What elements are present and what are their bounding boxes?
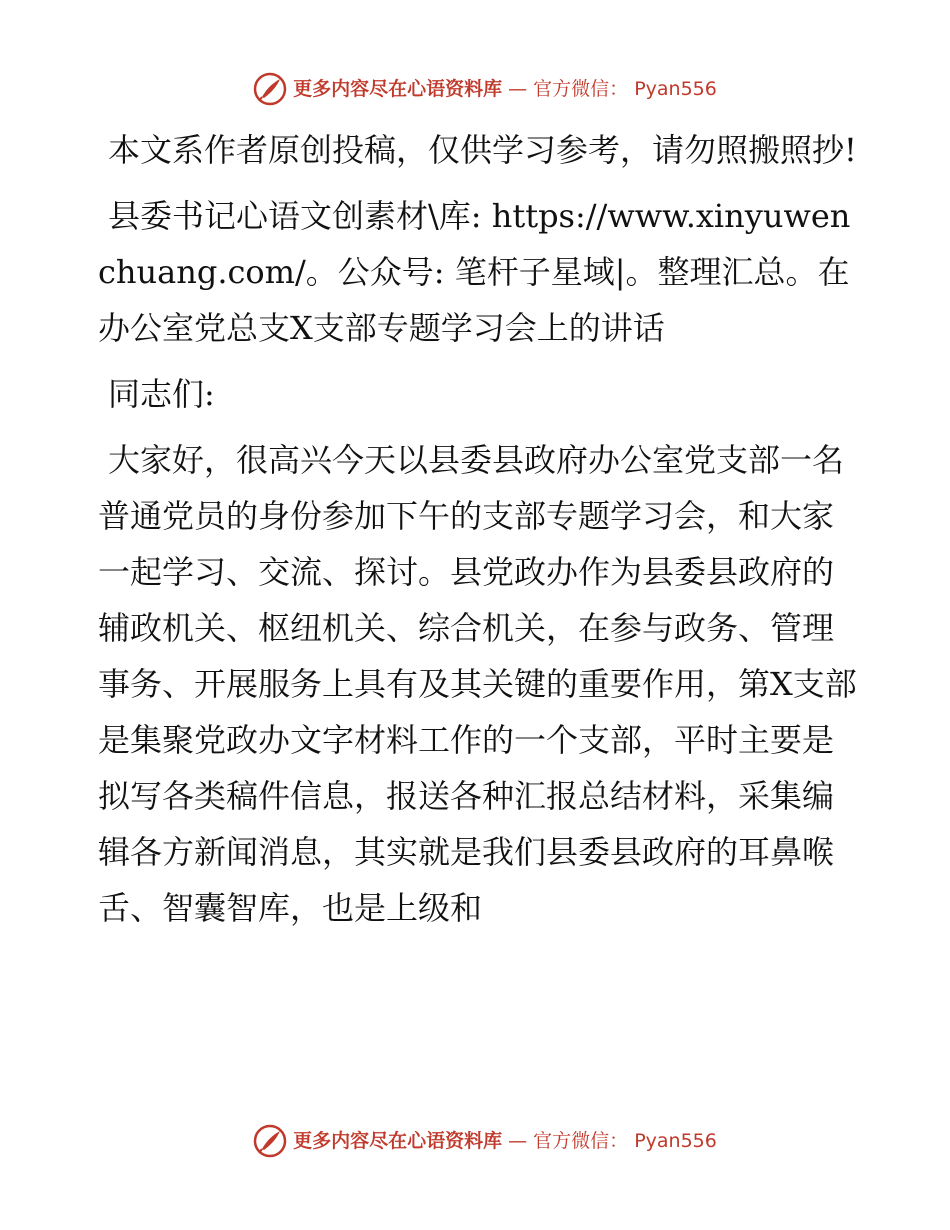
watermark-wechat-id: Pyan556	[634, 1130, 717, 1152]
document-body	[98, 122, 858, 946]
watermark-wechat-id: Pyan556	[634, 78, 717, 100]
watermark-wechat-label: 官方微信：	[533, 78, 629, 100]
quill-pen-logo-icon	[253, 1124, 287, 1158]
watermark-wechat-label: 官方微信：	[533, 1130, 629, 1152]
paragraph-body: 大家好，很高兴今天以县委县政府办公室党支部一名普通党员的身份参加下午的支部专题学习会，和大家一起学习、交流、探讨。县党政办作为县委县政府的辅政机关、枢纽机关、综合机关，在参与政务、管理事务、开展服务上具有及其关键的重要作用，第X支部是集聚党政办文字材料工作的一个支部，平时主要是拟写各类稿件信息，报送各种汇报总结材料，采集编辑各方新闻消息，其实就是我们县委县政府的耳鼻喉舌、智囊智库，也是上级和	[98, 441, 857, 927]
paragraph-disclaimer: 本文系作者原创投稿，仅供学习参考，请勿照搬照抄!	[108, 131, 857, 169]
watermark-title: 更多内容尽在心语资料库	[293, 1130, 503, 1152]
watermark-dash: —	[508, 1130, 528, 1152]
watermark-dash: —	[508, 78, 528, 100]
watermark-title: 更多内容尽在心语资料库	[293, 78, 503, 100]
paragraph-salutation: 同志们:	[108, 375, 215, 413]
header-watermark	[0, 72, 950, 106]
quill-pen-logo-icon	[253, 72, 287, 106]
paragraph-source: 县委书记心语文创素材\库: https://www.xinyuwenchuang.com/。公众号: 笔杆子星域|。整理汇总。在办公室党总支X支部专题学习会上的讲话	[98, 197, 851, 347]
footer-watermark	[0, 1124, 950, 1158]
